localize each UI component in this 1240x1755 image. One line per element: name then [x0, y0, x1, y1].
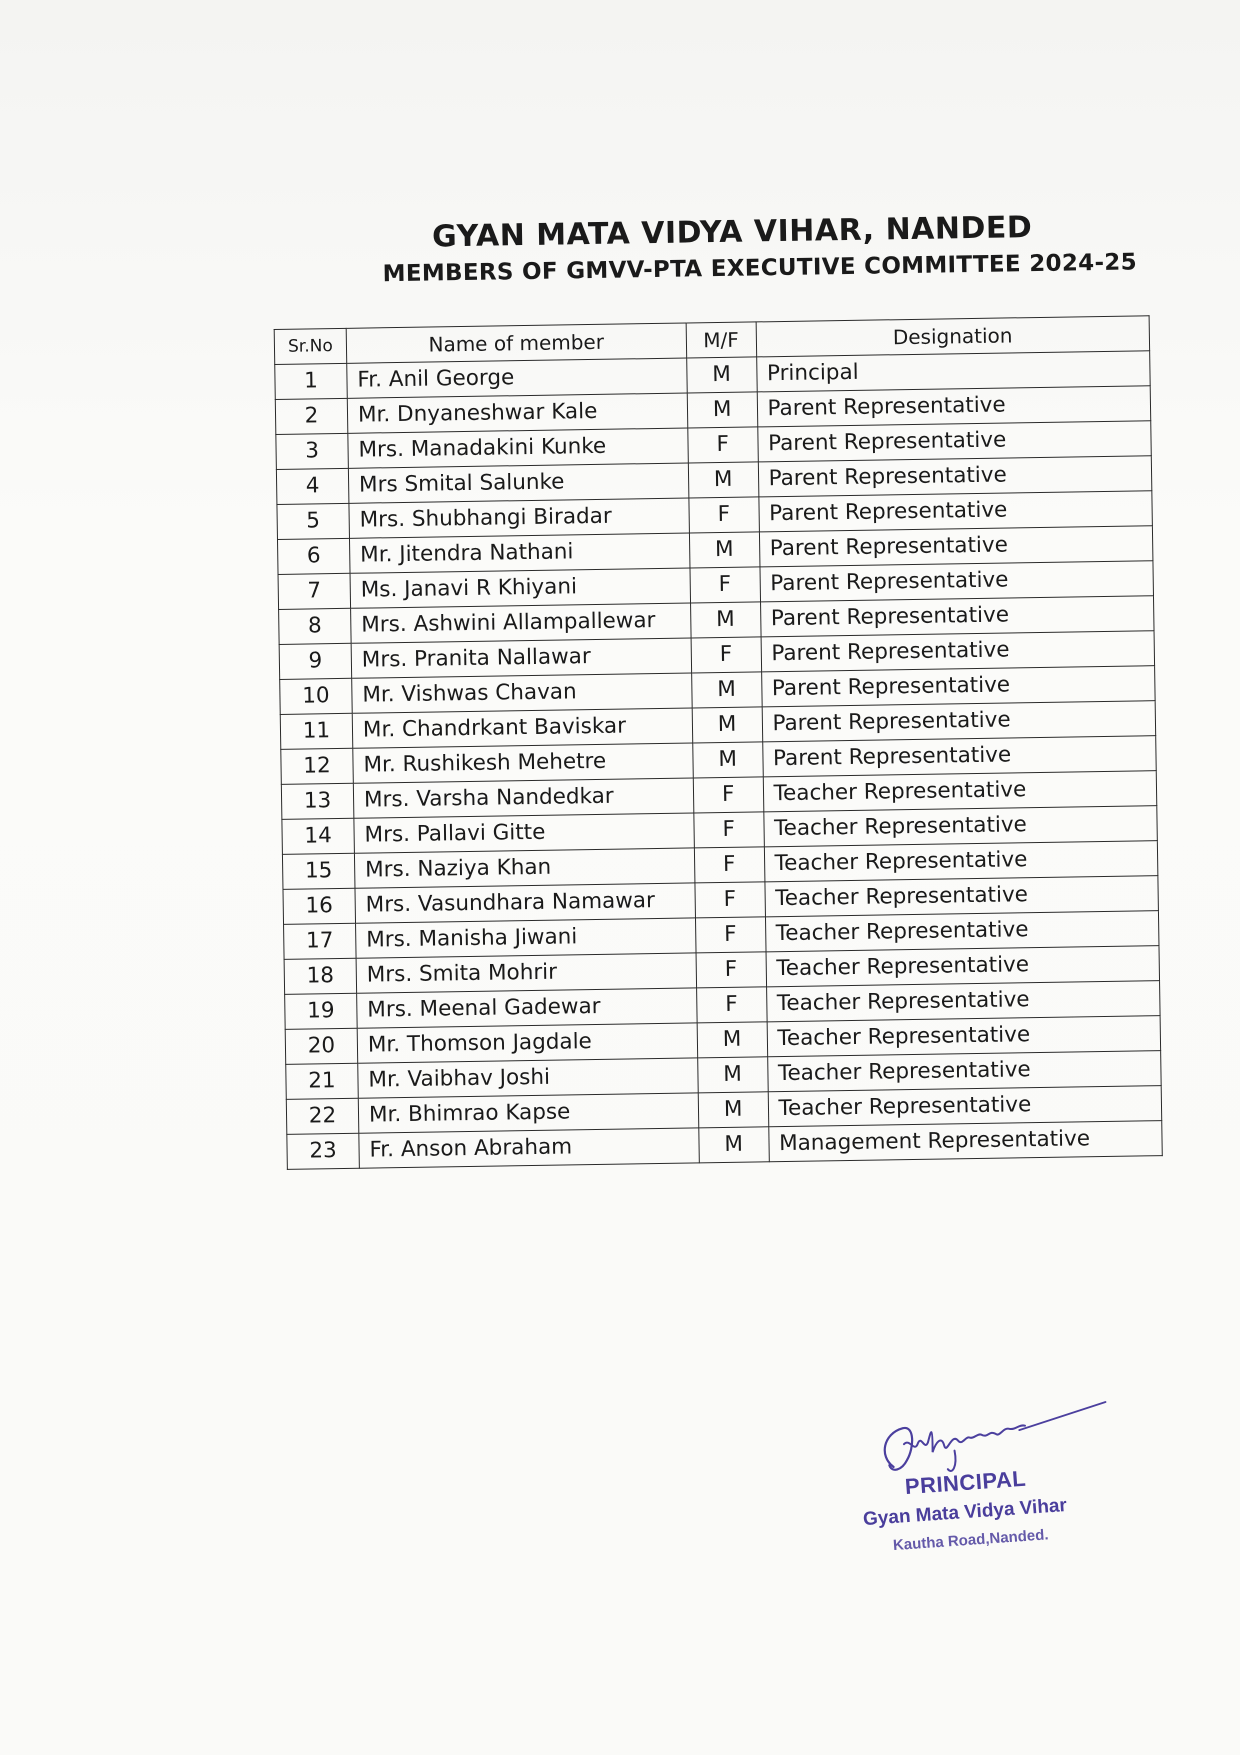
cell-designation: Teacher Representative: [765, 911, 1159, 952]
column-header-name: Name of member: [346, 323, 686, 363]
cell-member-name: Mr. Vaibhav Joshi: [358, 1058, 698, 1098]
cell-member-name: Ms. Janavi R Khiyani: [350, 568, 690, 608]
cell-member-name: Mrs. Meenal Gadewar: [357, 988, 697, 1028]
cell-gender: M: [692, 707, 762, 743]
cell-gender: M: [686, 357, 756, 393]
cell-member-name: Mrs. Manadakini Kunke: [348, 428, 688, 468]
cell-designation: Parent Representative: [761, 666, 1155, 707]
cell-member-name: Mr. Dnyaneshwar Kale: [347, 393, 687, 433]
cell-member-name: Mrs. Shubhangi Biradar: [349, 498, 689, 538]
cell-designation: Parent Representative: [762, 701, 1156, 742]
cell-member-name: Mr. Jitendra Nathani: [349, 533, 689, 573]
cell-designation: Parent Representative: [757, 386, 1151, 427]
cell-gender: M: [688, 462, 758, 498]
cell-gender: F: [694, 812, 764, 848]
cell-designation: Parent Representative: [760, 561, 1154, 602]
document-title: GYAN MATA VIDYA VIHAR, NANDED: [431, 210, 1033, 255]
cell-gender: M: [690, 602, 760, 638]
cell-designation: Teacher Representative: [764, 876, 1158, 917]
members-table-body: [275, 351, 1163, 1170]
cell-sr-no: 15: [282, 853, 354, 889]
cell-gender: F: [695, 917, 765, 953]
members-table: [274, 315, 1163, 1170]
cell-gender: M: [698, 1127, 768, 1163]
cell-designation: Teacher Representative: [768, 1086, 1162, 1127]
cell-member-name: Mrs. Vasundhara Namawar: [355, 883, 695, 923]
cell-gender: M: [698, 1092, 768, 1128]
cell-designation: Teacher Representative: [767, 1016, 1161, 1057]
cell-designation: Parent Representative: [762, 736, 1156, 777]
column-header-sr-no: Sr.No: [274, 328, 346, 364]
cell-designation: Teacher Representative: [763, 771, 1157, 812]
document-content: [272, 208, 1187, 1170]
cell-member-name: Mrs Smital Salunke: [348, 463, 688, 503]
cell-sr-no: 7: [278, 573, 350, 609]
cell-member-name: Mrs. Smita Mohrir: [356, 953, 696, 993]
cell-sr-no: 22: [286, 1098, 358, 1134]
cell-sr-no: 16: [283, 888, 355, 924]
cell-designation: Parent Representative: [758, 491, 1152, 532]
principal-stamp: [848, 1398, 1138, 1577]
cell-member-name: Mr. Thomson Jagdale: [357, 1023, 697, 1063]
cell-member-name: Mrs. Pranita Nallawar: [351, 638, 691, 678]
cell-designation: Parent Representative: [759, 526, 1153, 567]
cell-member-name: Mr. Rushikesh Mehetre: [353, 743, 693, 783]
cell-gender: F: [694, 847, 764, 883]
cell-designation: Parent Representative: [757, 421, 1151, 462]
cell-gender: F: [696, 987, 766, 1023]
cell-member-name: Mrs. Varsha Nandedkar: [353, 778, 693, 818]
cell-sr-no: 21: [286, 1063, 358, 1099]
cell-sr-no: 13: [281, 783, 353, 819]
cell-gender: F: [693, 777, 763, 813]
cell-member-name: Mrs. Pallavi Gitte: [354, 813, 694, 853]
cell-sr-no: 17: [284, 923, 356, 959]
cell-sr-no: 6: [277, 538, 349, 574]
cell-gender: F: [696, 952, 766, 988]
column-header-designation: Designation: [756, 316, 1150, 357]
cell-designation: Teacher Representative: [766, 946, 1160, 987]
cell-gender: F: [687, 427, 757, 463]
cell-sr-no: 19: [285, 993, 357, 1029]
cell-member-name: Fr. Anson Abraham: [359, 1128, 699, 1168]
cell-member-name: Mr. Bhimrao Kapse: [358, 1093, 698, 1133]
cell-designation: Teacher Representative: [764, 841, 1158, 882]
cell-gender: M: [697, 1057, 767, 1093]
cell-sr-no: 1: [275, 363, 347, 399]
cell-sr-no: 4: [276, 468, 348, 504]
cell-sr-no: 18: [284, 958, 356, 994]
cell-designation: Parent Representative: [758, 456, 1152, 497]
cell-designation: Teacher Representative: [767, 1051, 1161, 1092]
cell-gender: F: [689, 497, 759, 533]
cell-gender: M: [691, 672, 761, 708]
cell-sr-no: 5: [277, 503, 349, 539]
cell-member-name: Mrs. Ashwini Allampallewar: [351, 603, 691, 643]
stamp-school-name: Gyan Mata Vidya Vihar: [862, 1494, 1068, 1531]
cell-sr-no: 11: [280, 713, 352, 749]
column-header-gender: M/F: [686, 322, 756, 358]
cell-sr-no: 9: [279, 643, 351, 679]
stamp-title: PRINCIPAL: [904, 1465, 1027, 1500]
cell-sr-no: 3: [276, 433, 348, 469]
cell-sr-no: 20: [285, 1028, 357, 1064]
cell-member-name: Mr. Vishwas Chavan: [352, 673, 692, 713]
cell-sr-no: 23: [287, 1133, 359, 1169]
cell-gender: F: [691, 637, 761, 673]
cell-sr-no: 2: [275, 398, 347, 434]
cell-member-name: Mr. Chandrkant Baviskar: [352, 708, 692, 748]
cell-designation: Principal: [756, 351, 1150, 392]
cell-sr-no: 8: [279, 608, 351, 644]
cell-gender: M: [692, 742, 762, 778]
cell-gender: F: [690, 567, 760, 603]
document-subtitle: MEMBERS OF GMVV-PTA EXECUTIVE COMMITTEE 2024-25: [382, 249, 1138, 288]
cell-gender: M: [697, 1022, 767, 1058]
cell-designation: Teacher Representative: [763, 806, 1157, 847]
cell-member-name: Mrs. Naziya Khan: [354, 848, 694, 888]
cell-member-name: Fr. Anil George: [347, 358, 687, 398]
cell-gender: F: [695, 882, 765, 918]
stamp-address: Kautha Road,Nanded.: [892, 1526, 1050, 1555]
cell-sr-no: 12: [281, 748, 353, 784]
cell-member-name: Mrs. Manisha Jiwani: [355, 918, 695, 958]
cell-designation: Management Representative: [768, 1121, 1162, 1162]
cell-designation: Parent Representative: [761, 631, 1155, 672]
cell-gender: M: [687, 392, 757, 428]
cell-gender: M: [689, 532, 759, 568]
cell-designation: Teacher Representative: [766, 981, 1160, 1022]
cell-sr-no: 14: [282, 818, 354, 854]
cell-designation: Parent Representative: [760, 596, 1154, 637]
cell-sr-no: 10: [280, 678, 352, 714]
